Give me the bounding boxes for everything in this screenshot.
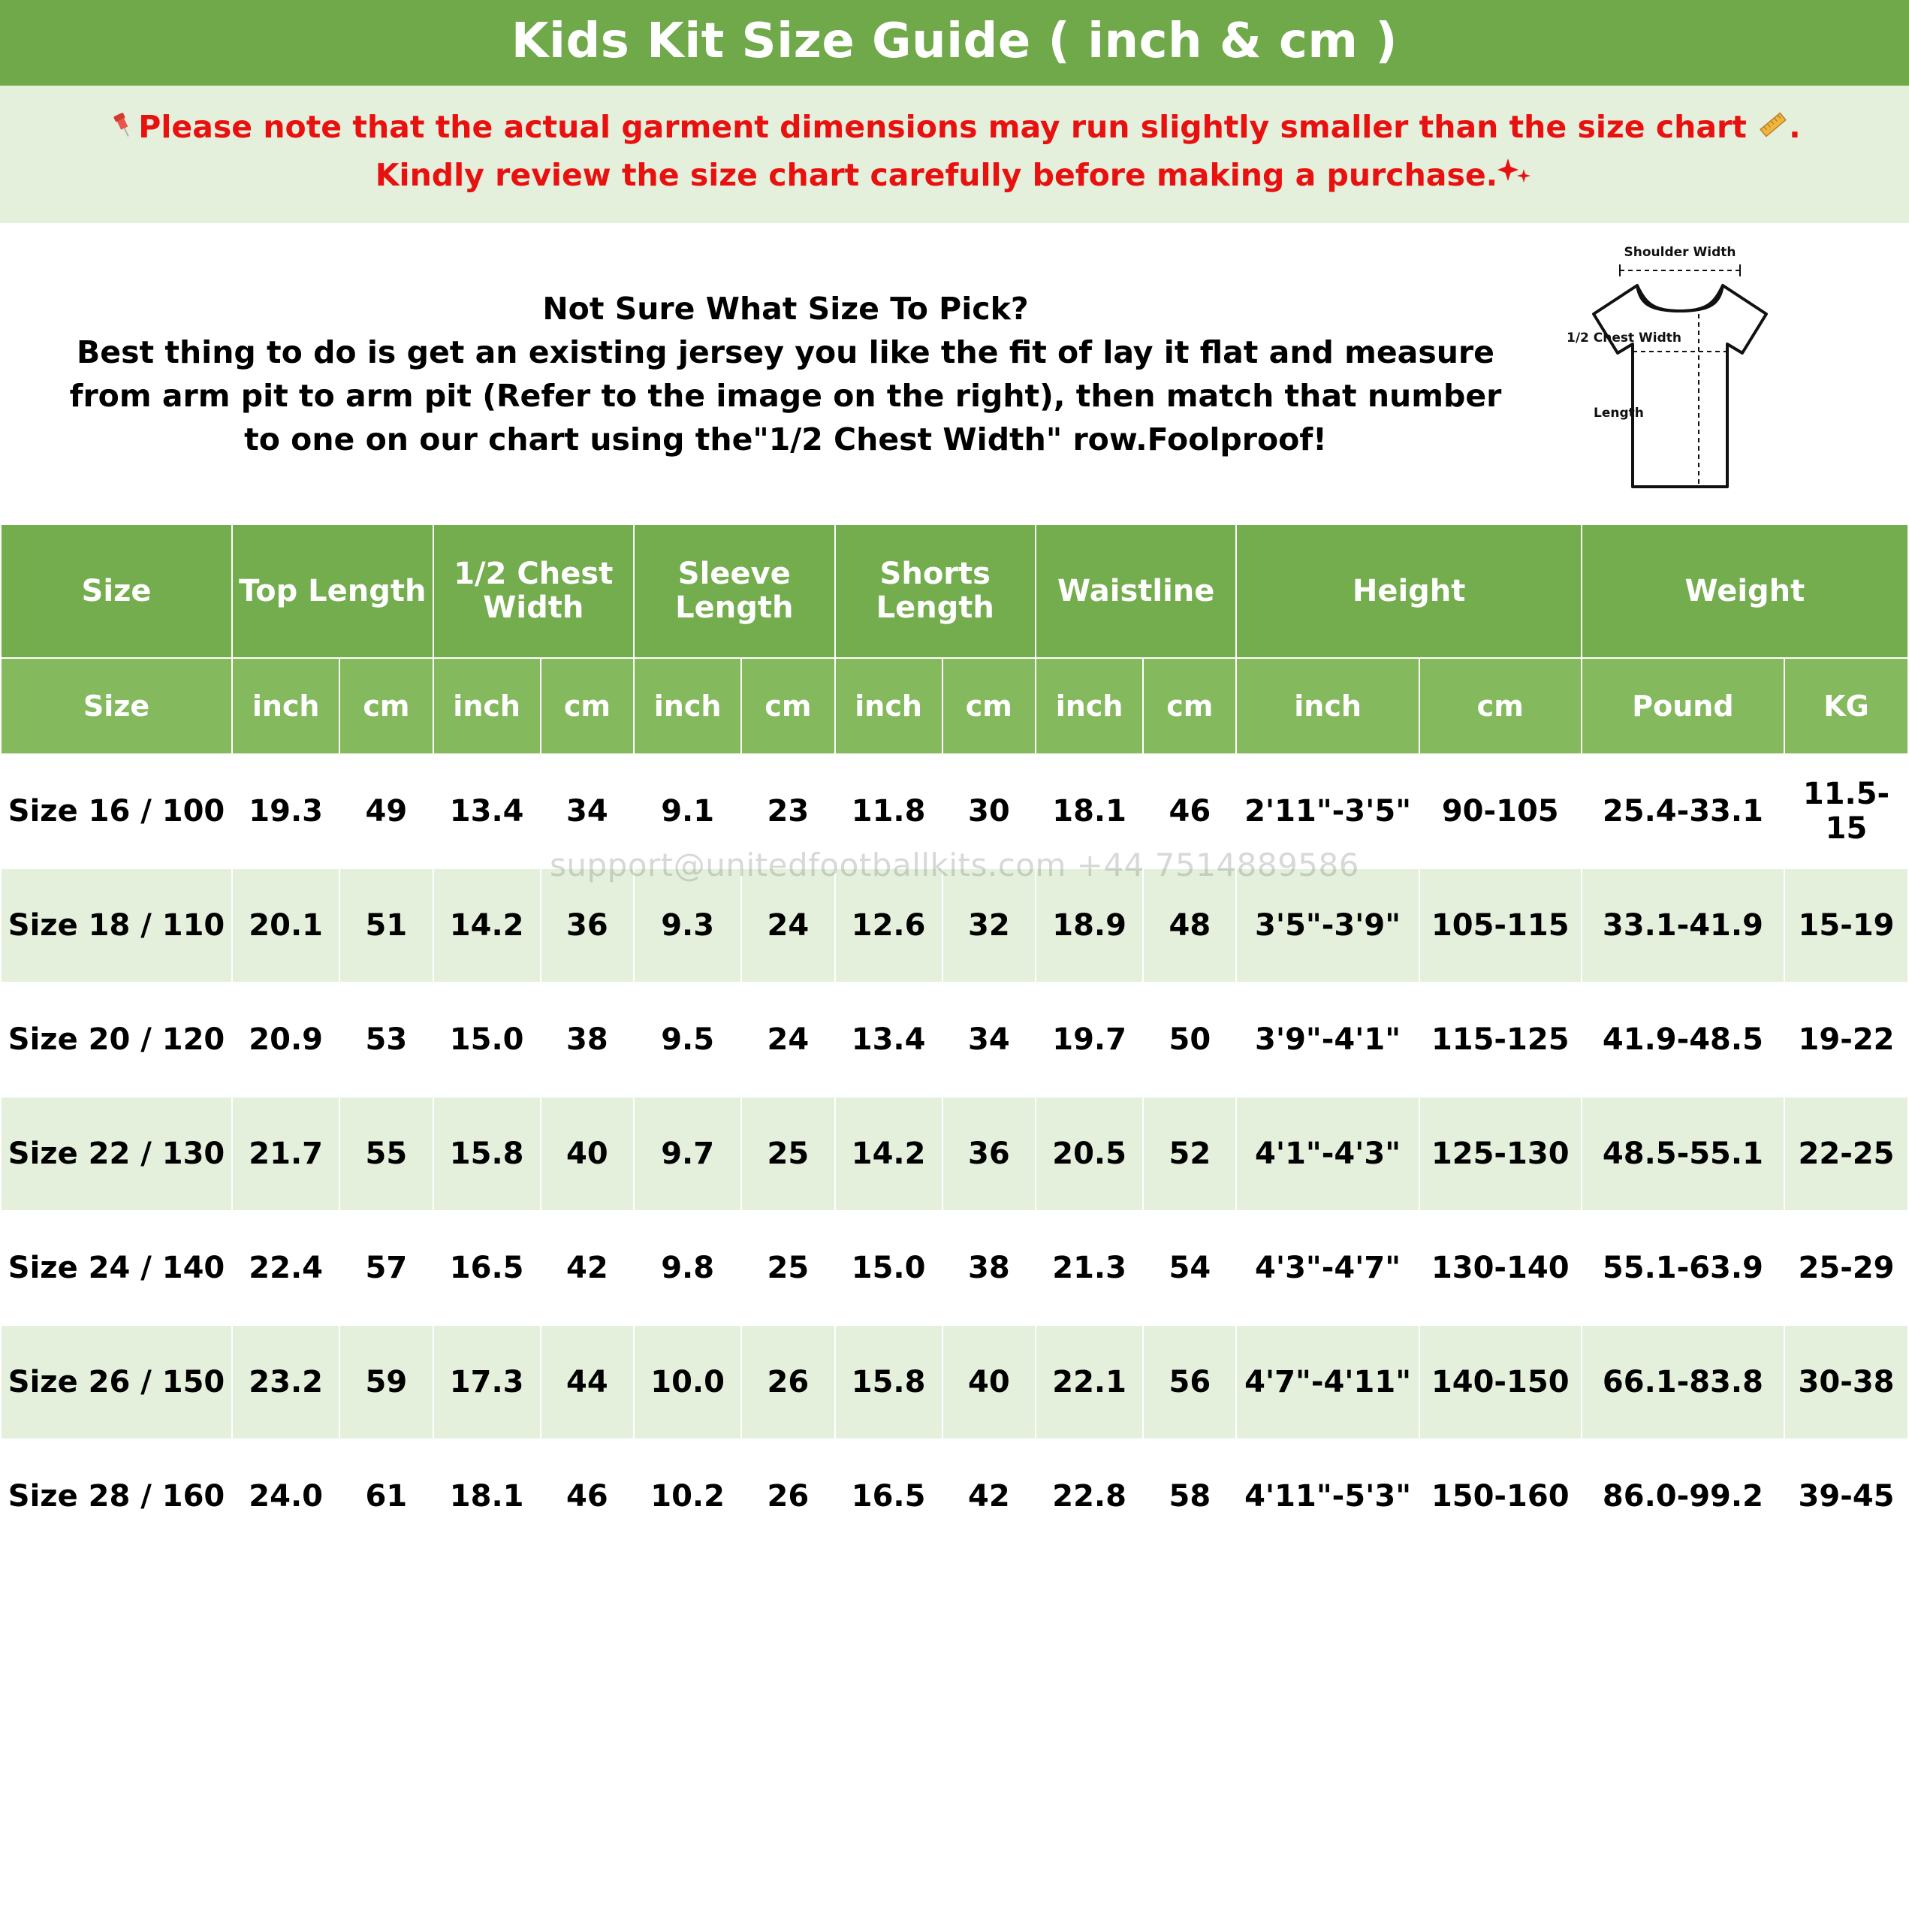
cell-chest-cm: 46 (541, 1439, 634, 1553)
cell-sleeve-inch: 10.2 (634, 1439, 741, 1553)
cell-chest-inch: 15.0 (433, 983, 541, 1097)
unit-header-sleeve-inch: inch (634, 658, 741, 754)
cell-top-length-inch: 20.9 (232, 983, 339, 1097)
cell-chest-cm: 36 (541, 868, 634, 983)
cell-waist-inch: 18.9 (1036, 868, 1143, 983)
diagram-label-shoulder: Shoulder Width (1624, 245, 1736, 261)
table-row (1, 1097, 1908, 1211)
cell-weight-pound: 33.1-41.9 (1582, 868, 1784, 983)
unit-header-shorts-inch: inch (835, 658, 942, 754)
cell-chest-cm: 38 (541, 983, 634, 1097)
unit-header-height-cm: cm (1419, 658, 1582, 754)
cell-sleeve-cm: 24 (741, 983, 834, 1097)
note-text-1: Please note that the actual garment dimensions may run slightly smaller than the size chart (138, 109, 1747, 146)
unit-header-height-inch: inch (1236, 658, 1419, 754)
cell-height-inch: 4'3"-4'7" (1236, 1211, 1419, 1325)
cell-weight-kg: 11.5-15 (1784, 754, 1908, 868)
help-section (0, 225, 1909, 524)
unit-header-chest-inch: inch (433, 658, 541, 754)
table-row (1, 754, 1908, 868)
cell-height-inch: 3'5"-3'9" (1236, 868, 1419, 983)
unit-header-waist-cm: cm (1143, 658, 1236, 754)
unit-header-sleeve-cm: cm (741, 658, 834, 754)
cell-chest-cm: 34 (541, 754, 634, 868)
help-line-3: to one on our chart using the"1/2 Chest Width" row.Foolproof! (244, 421, 1327, 458)
group-header-shorts-length: Shorts Length (835, 524, 1036, 658)
ruler-icon (1757, 108, 1789, 152)
watermark: support@unitedfootballkits.com +44 7514889586 (550, 847, 1359, 884)
cell-waist-cm: 46 (1143, 754, 1236, 868)
cell-chest-inch: 14.2 (433, 868, 541, 983)
cell-sleeve-cm: 24 (741, 868, 834, 983)
note-text-2: Kindly review the size chart carefully before making a purchase. (375, 156, 1498, 193)
cell-waist-inch: 22.1 (1036, 1325, 1143, 1439)
help-text-block (15, 287, 1549, 462)
cell-chest-inch: 18.1 (433, 1439, 541, 1553)
cell-sleeve-inch: 9.5 (634, 983, 741, 1097)
cell-size: Size 22 / 130 (1, 1097, 232, 1211)
table-header-row-groups (1, 524, 1908, 658)
cell-shorts-cm: 36 (942, 1097, 1036, 1211)
cell-weight-kg: 22-25 (1784, 1097, 1908, 1211)
cell-top-length-inch: 21.7 (232, 1097, 339, 1211)
cell-height-cm: 130-140 (1419, 1211, 1582, 1325)
cell-waist-cm: 58 (1143, 1439, 1236, 1553)
group-header-waistline: Waistline (1036, 524, 1236, 658)
cell-waist-inch: 19.7 (1036, 983, 1143, 1097)
cell-sleeve-cm: 25 (741, 1097, 834, 1211)
cell-chest-inch: 13.4 (433, 754, 541, 868)
cell-waist-cm: 52 (1143, 1097, 1236, 1211)
cell-chest-inch: 17.3 (433, 1325, 541, 1439)
table-group-header (1, 524, 1908, 658)
cell-shorts-cm: 38 (942, 1211, 1036, 1325)
cell-shorts-cm: 32 (942, 868, 1036, 983)
table-header-row-units (1, 658, 1908, 754)
cell-height-cm: 90-105 (1419, 754, 1582, 868)
unit-header-waist-inch: inch (1036, 658, 1143, 754)
cell-waist-cm: 56 (1143, 1325, 1236, 1439)
table-unit-header (1, 658, 1908, 754)
cell-shorts-cm: 40 (942, 1325, 1036, 1439)
cell-top-length-cm: 51 (339, 868, 433, 983)
cell-waist-cm: 50 (1143, 983, 1236, 1097)
cell-shorts-cm: 42 (942, 1439, 1036, 1553)
cell-size: Size 20 / 120 (1, 983, 232, 1097)
table-row (1, 868, 1908, 983)
group-header-height: Height (1236, 524, 1581, 658)
cell-sleeve-inch: 10.0 (634, 1325, 741, 1439)
cell-height-inch: 4'1"-4'3" (1236, 1097, 1419, 1211)
cell-top-length-inch: 19.3 (232, 754, 339, 868)
cell-weight-pound: 55.1-63.9 (1582, 1211, 1784, 1325)
table-row (1, 1211, 1908, 1325)
cell-height-inch: 2'11"-3'5" (1236, 754, 1419, 868)
cell-top-length-inch: 22.4 (232, 1211, 339, 1325)
cell-weight-kg: 39-45 (1784, 1439, 1908, 1553)
cell-chest-inch: 15.8 (433, 1097, 541, 1211)
help-line-1: Best thing to do is get an existing jersey you like the fit of lay it flat and measure (77, 334, 1494, 371)
group-header-sleeve-length: Sleeve Length (634, 524, 834, 658)
diagram-label-chest: 1/2 Chest Width (1567, 331, 1682, 346)
unit-header-size: Size (1, 658, 232, 754)
cell-weight-pound: 86.0-99.2 (1582, 1439, 1784, 1553)
cell-height-cm: 115-125 (1419, 983, 1582, 1097)
cell-chest-cm: 42 (541, 1211, 634, 1325)
cell-waist-inch: 21.3 (1036, 1211, 1143, 1325)
cell-top-length-cm: 49 (339, 754, 433, 868)
cell-sleeve-inch: 9.3 (634, 868, 741, 983)
cell-weight-kg: 25-29 (1784, 1211, 1908, 1325)
table-row (1, 983, 1908, 1097)
cell-weight-kg: 15-19 (1784, 868, 1908, 983)
cell-size: Size 24 / 140 (1, 1211, 232, 1325)
cell-top-length-cm: 53 (339, 983, 433, 1097)
help-question: Not Sure What Size To Pick? (542, 290, 1029, 327)
cell-shorts-cm: 34 (942, 983, 1036, 1097)
cell-sleeve-cm: 25 (741, 1211, 834, 1325)
cell-weight-pound: 25.4-33.1 (1582, 754, 1784, 868)
cell-sleeve-inch: 9.7 (634, 1097, 741, 1211)
unit-header-chest-cm: cm (541, 658, 634, 754)
cell-waist-cm: 48 (1143, 868, 1236, 983)
cell-chest-cm: 40 (541, 1097, 634, 1211)
cell-shorts-inch: 13.4 (835, 983, 942, 1097)
group-header-top-length: Top Length (232, 524, 433, 658)
cell-height-inch: 4'7"-4'11" (1236, 1325, 1419, 1439)
cell-shorts-inch: 15.8 (835, 1325, 942, 1439)
cell-weight-pound: 48.5-55.1 (1582, 1097, 1784, 1211)
unit-header-weight-pound: Pound (1582, 658, 1784, 754)
pushpin-icon (108, 108, 138, 152)
cell-weight-kg: 19-22 (1784, 983, 1908, 1097)
cell-top-length-cm: 61 (339, 1439, 433, 1553)
size-table (0, 524, 1909, 1554)
cell-sleeve-cm: 26 (741, 1439, 834, 1553)
group-header-weight: Weight (1582, 524, 1908, 658)
tshirt-measurement-diagram (1549, 239, 1811, 509)
cell-top-length-inch: 20.1 (232, 868, 339, 983)
cell-height-cm: 140-150 (1419, 1325, 1582, 1439)
unit-header-shorts-cm: cm (942, 658, 1036, 754)
group-header-size: Size (1, 524, 232, 658)
cell-shorts-cm: 30 (942, 754, 1036, 868)
cell-size: Size 16 / 100 (1, 754, 232, 868)
cell-shorts-inch: 14.2 (835, 1097, 942, 1211)
cell-size: Size 26 / 150 (1, 1325, 232, 1439)
note-line-2 (23, 153, 1886, 201)
cell-sleeve-cm: 23 (741, 754, 834, 868)
cell-waist-inch: 22.8 (1036, 1439, 1143, 1553)
page-title: Kids Kit Size Guide ( inch & cm ) (0, 0, 1909, 86)
table-body (1, 754, 1908, 1553)
cell-shorts-inch: 11.8 (835, 754, 942, 868)
cell-sleeve-inch: 9.1 (634, 754, 741, 868)
note-banner (0, 86, 1909, 225)
cell-height-inch: 3'9"-4'1" (1236, 983, 1419, 1097)
cell-top-length-cm: 57 (339, 1211, 433, 1325)
cell-waist-cm: 54 (1143, 1211, 1236, 1325)
cell-shorts-inch: 15.0 (835, 1211, 942, 1325)
size-table-wrap (0, 524, 1909, 1932)
diagram-label-length: Length (1594, 406, 1644, 421)
table-row (1, 1439, 1908, 1553)
cell-top-length-cm: 59 (339, 1325, 433, 1439)
cell-shorts-inch: 12.6 (835, 868, 942, 983)
group-header-half-chest-width: 1/2 Chest Width (433, 524, 634, 658)
note-line-1 (23, 105, 1886, 152)
cell-waist-inch: 18.1 (1036, 754, 1143, 868)
cell-sleeve-inch: 9.8 (634, 1211, 741, 1325)
cell-weight-pound: 66.1-83.8 (1582, 1325, 1784, 1439)
cell-chest-inch: 16.5 (433, 1211, 541, 1325)
note-text-1-tail: . (1789, 109, 1801, 146)
cell-size: Size 18 / 110 (1, 868, 232, 983)
cell-height-cm: 105-115 (1419, 868, 1582, 983)
cell-height-cm: 150-160 (1419, 1439, 1582, 1553)
help-line-2: from arm pit to arm pit (Refer to the image on the right), then match that number (69, 378, 1502, 415)
cell-weight-pound: 41.9-48.5 (1582, 983, 1784, 1097)
cell-weight-kg: 30-38 (1784, 1325, 1908, 1439)
unit-header-weight-kg: KG (1784, 658, 1908, 754)
cell-sleeve-cm: 26 (741, 1325, 834, 1439)
cell-height-inch: 4'11"-5'3" (1236, 1439, 1419, 1553)
cell-chest-cm: 44 (541, 1325, 634, 1439)
cell-size: Size 28 / 160 (1, 1439, 232, 1553)
unit-header-top-length-cm: cm (339, 658, 433, 754)
cell-top-length-inch: 24.0 (232, 1439, 339, 1553)
unit-header-top-length-inch: inch (232, 658, 339, 754)
cell-top-length-inch: 23.2 (232, 1325, 339, 1439)
table-row (1, 1325, 1908, 1439)
cell-top-length-cm: 55 (339, 1097, 433, 1211)
cell-shorts-inch: 16.5 (835, 1439, 942, 1553)
sparkle-icon (1497, 155, 1534, 201)
cell-waist-inch: 20.5 (1036, 1097, 1143, 1211)
cell-height-cm: 125-130 (1419, 1097, 1582, 1211)
